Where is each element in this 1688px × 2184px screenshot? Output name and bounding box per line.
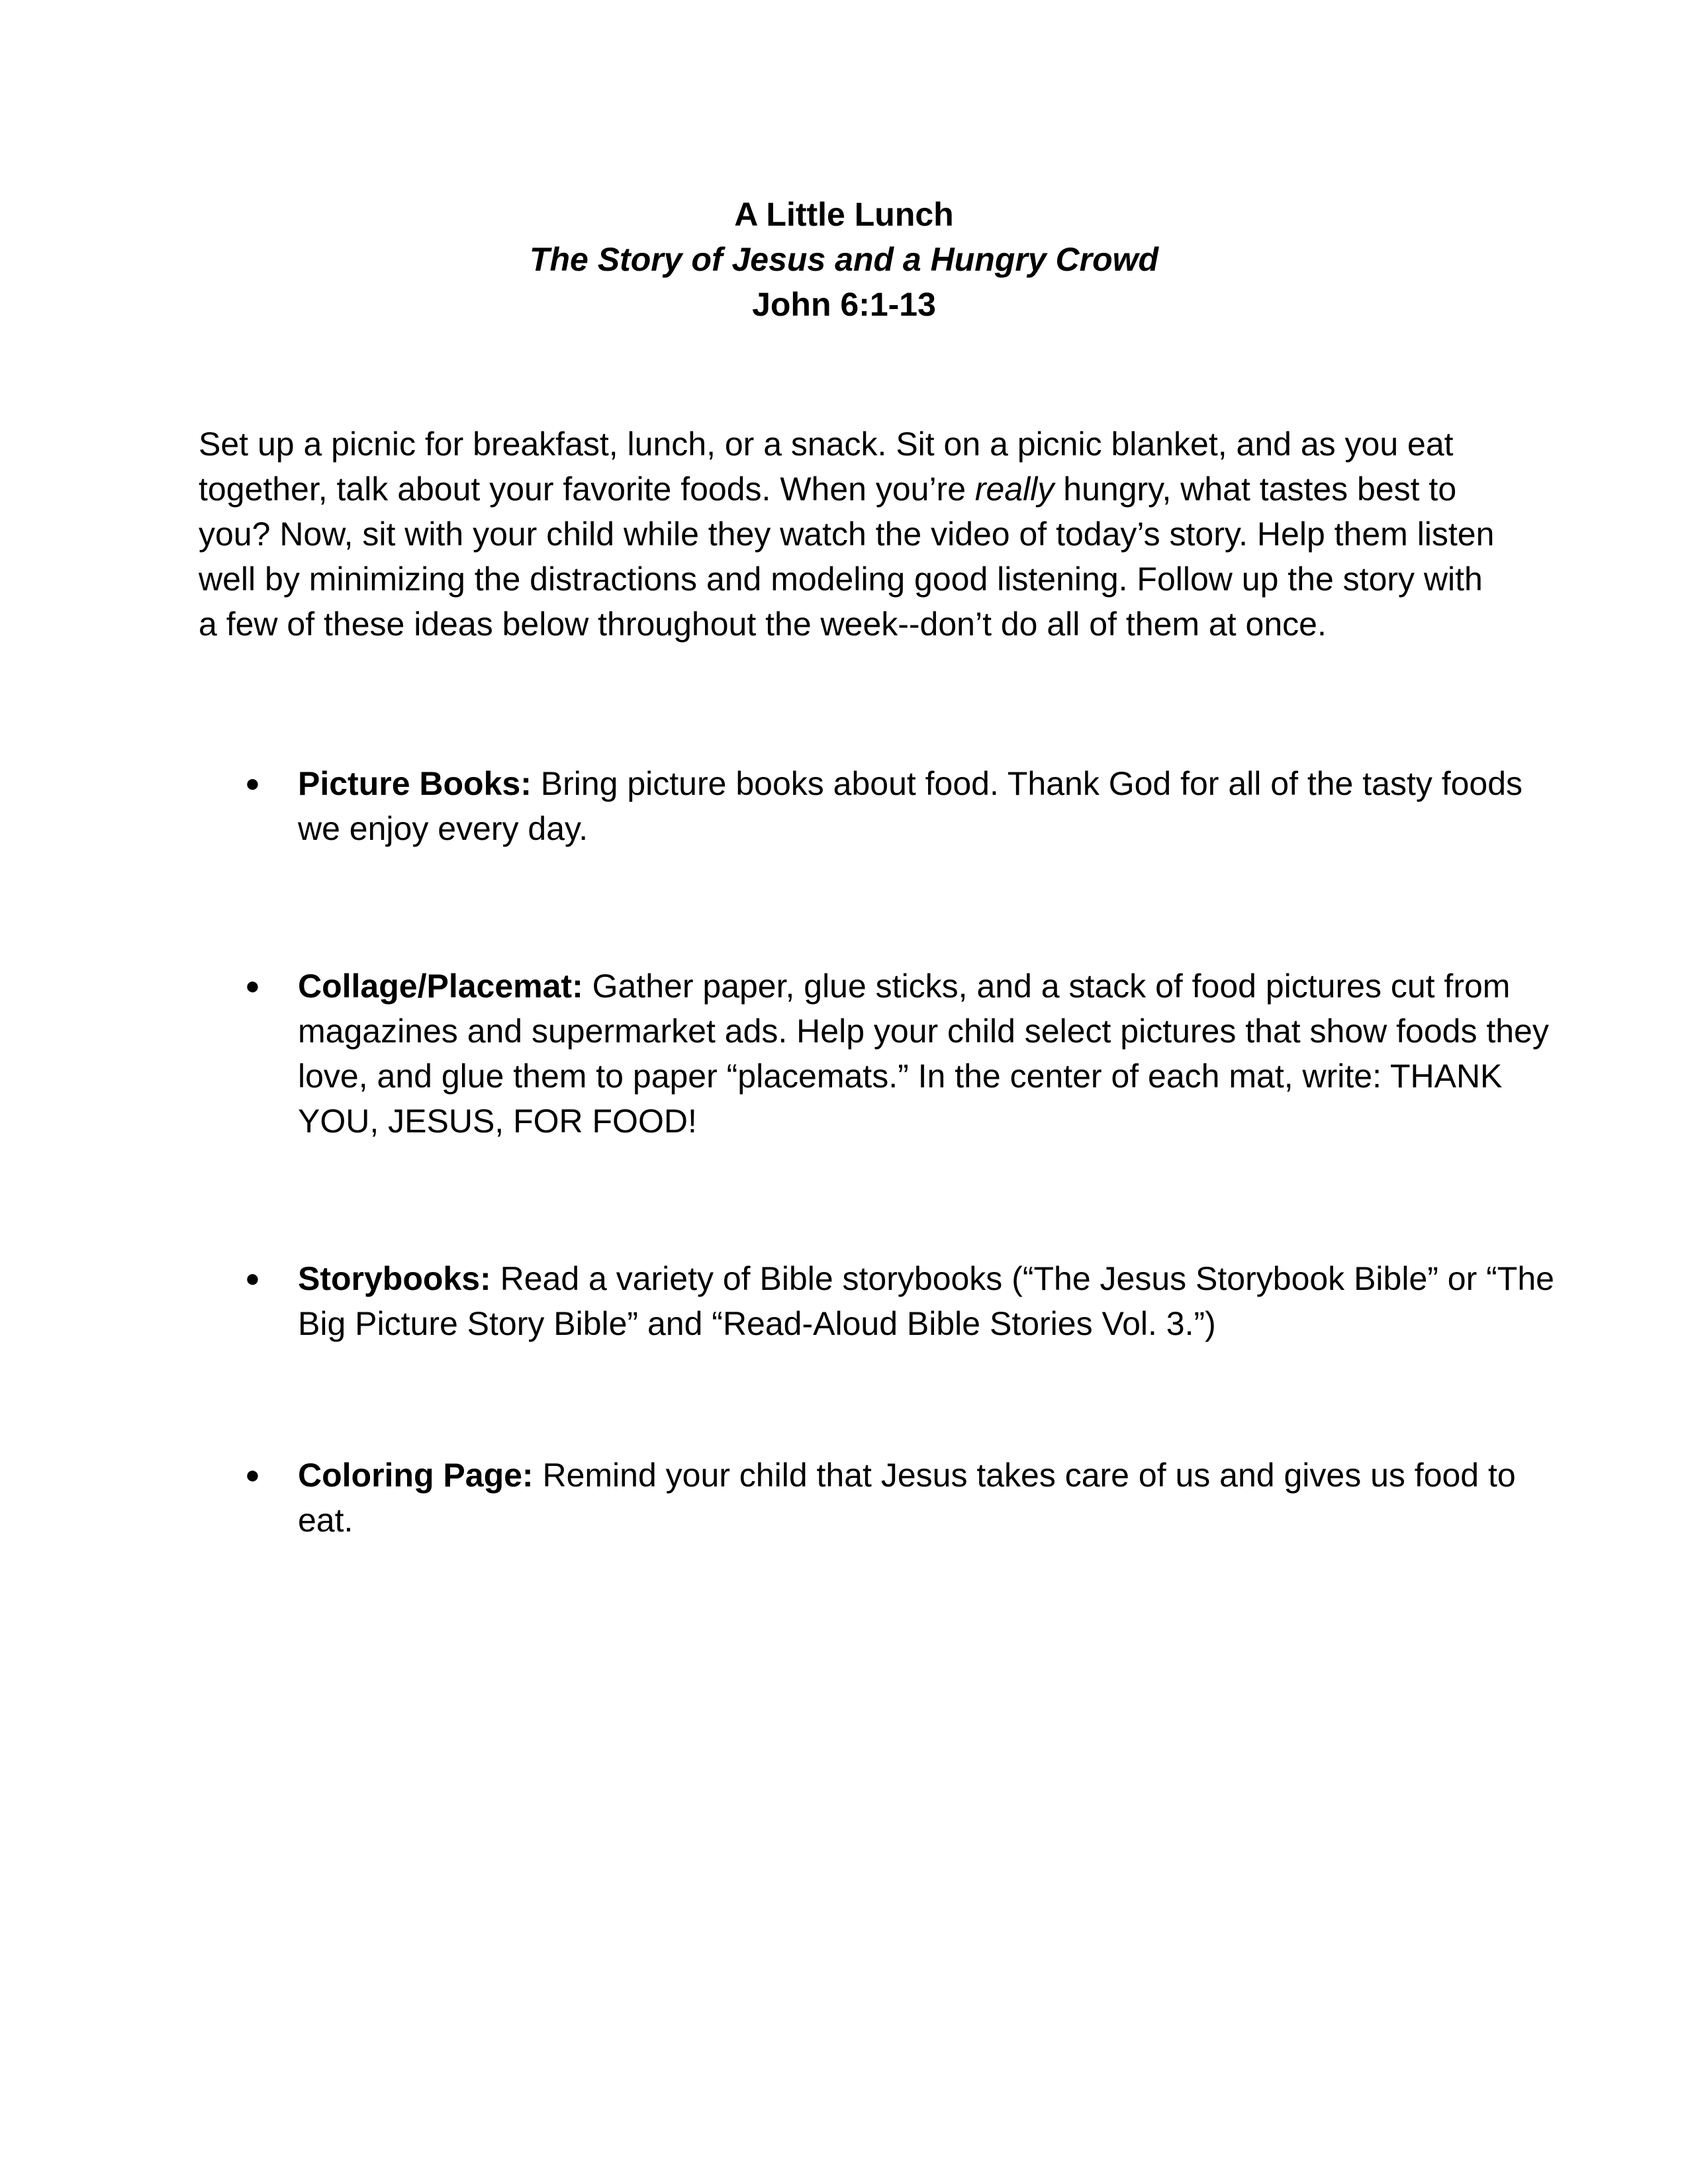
idea-content — [298, 1453, 1556, 1543]
bullet-icon: ● — [245, 1265, 260, 1293]
bullet-icon: ● — [245, 1461, 260, 1489]
idea-text: Gather paper, glue sticks, and a stack of food pictures cut from magazines and supermarket ads. Help your child select pictures that show foods they love, and glue them to paper “placemats.” In the center of each mat, write: THANK YOU, JESUS, FOR FOOD! — [298, 968, 1549, 1140]
document-title: A Little Lunch — [734, 196, 954, 233]
document-subtitle: The Story of Jesus and a Hungry Crowd — [529, 241, 1159, 278]
idea-content — [298, 1256, 1556, 1346]
idea-content — [298, 761, 1556, 851]
idea-label: Picture Books: — [298, 765, 532, 802]
document-header — [0, 192, 1688, 327]
idea-text: Remind your child that Jesus takes care of us and gives us food to eat. — [298, 1457, 1516, 1539]
intro-text-part2: hungry, what tastes best to you? Now, sit with your child while they watch the video of today’s story. Help them listen well by minimizing the distractions and modeling good listening. Follow up the story with a few of these ideas below throughout the week--don’t do all of them at once. — [199, 471, 1495, 643]
idea-content — [298, 964, 1556, 1144]
intro-text-part1: Set up a picnic for breakfast, lunch, or a snack. Sit on a picnic blanket, and as you eat together, talk about your favorite foods. When you’re — [199, 426, 1454, 508]
idea-label: Collage/Placemat: — [298, 968, 583, 1005]
intro-emphasis: really — [974, 471, 1055, 508]
bullet-icon: ● — [245, 770, 260, 797]
idea-label: Storybooks: — [298, 1260, 491, 1297]
idea-label: Coloring Page: — [298, 1457, 534, 1494]
idea-text: Bring picture books about food. Thank God for all of the tasty foods we enjoy every day. — [298, 765, 1523, 847]
intro-paragraph — [199, 422, 1509, 647]
bullet-icon: ● — [245, 972, 260, 1000]
scripture-reference: John 6:1-13 — [752, 286, 936, 323]
idea-text: Read a variety of Bible storybooks (“The Jesus Storybook Bible” or “The Big Picture Story Bible” and “Read-Aloud Bible Stories Vol. 3.”) — [298, 1260, 1554, 1342]
